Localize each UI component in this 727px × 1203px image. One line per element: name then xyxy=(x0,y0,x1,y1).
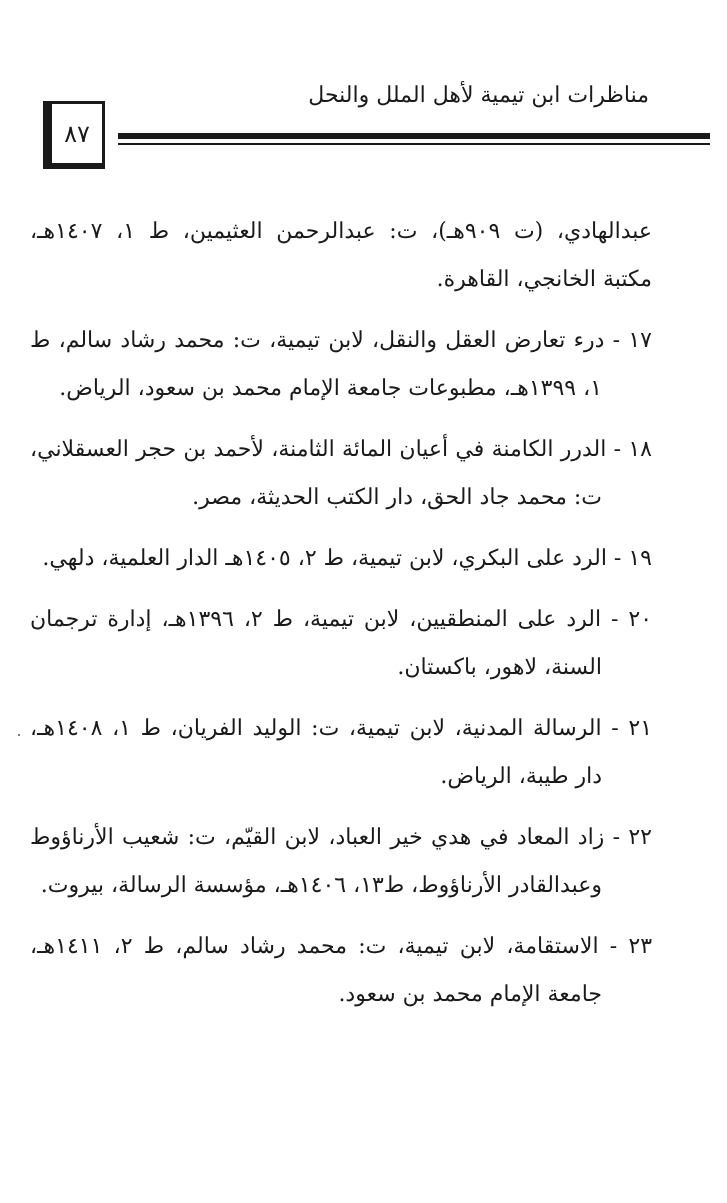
header-rule-thick xyxy=(118,133,710,139)
running-title: مناظرات ابن تيمية لأهل الملل والنحل xyxy=(308,83,649,108)
entry-text: الرد على البكري، لابن تيمية، ط ٢، ١٤٠٥هـ الدار العلمية، دلهي. xyxy=(42,546,607,571)
bibliography-entry xyxy=(30,317,652,413)
entry-number: ١٨ - xyxy=(606,437,652,462)
page-number: ٨٧ xyxy=(64,119,90,148)
entry-text: درء تعارض العقل والنقل، لابن تيمية، ت: محمد رشاد سالم، ط ١، ١٣٩٩هـ، مطبوعات جامعة الإمام محمد بن سعود، الرياض. xyxy=(30,328,605,401)
entry-number: ٢٣ - xyxy=(598,934,653,959)
header-rule-thin xyxy=(118,143,710,145)
bibliography-entry xyxy=(30,923,652,1019)
entry-text: الرد على المنطقيين، لابن تيمية، ط ٢، ١٣٩٦هـ، إدارة ترجمان السنة، لاهور، باكستان. xyxy=(30,607,602,680)
entry-number: ١٧ - xyxy=(604,328,652,353)
continued-entry: عبدالهادي، (ت ٩٠٩هـ)، ت: عبدالرحمن العثيمين، ط ١، ١٤٠٧هـ، مكتبة الخانجي، القاهرة. xyxy=(30,219,653,292)
bibliography-entry xyxy=(30,426,652,522)
entry-number: ١٩ - xyxy=(606,546,652,571)
entry-number: ٢١ - xyxy=(601,716,653,741)
entry-number: ٢٠ - xyxy=(601,607,653,632)
bibliography-entry xyxy=(30,814,652,910)
margin-speck xyxy=(18,734,20,736)
bibliography-list xyxy=(30,208,652,1032)
bibliography-entry xyxy=(30,535,652,583)
entry-text: زاد المعاد في هدي خير العباد، لابن القيّم، ت: شعيب الأرناؤوط وعبدالقادر الأرناؤوط، ط١٣، ١٤٠٦هـ، مؤسسة الرسالة، بيروت. xyxy=(30,825,605,898)
page-number-box xyxy=(43,101,105,169)
bibliography-entry xyxy=(30,596,652,692)
entry-text: الدرر الكامنة في أعيان المائة الثامنة، لأحمد بن حجر العسقلاني، ت: محمد جاد الحق، دار الكتب الحديثة، مصر. xyxy=(30,437,607,510)
bibliography-entry xyxy=(30,705,652,801)
entry-number: ٢٢ - xyxy=(604,825,652,850)
entry-text: الاستقامة، لابن تيمية، ت: محمد رشاد سالم، ط ٢، ١٤١١هـ، جامعة الإمام محمد بن سعود. xyxy=(30,934,602,1007)
entry-text: الرسالة المدنية، لابن تيمية، ت: الوليد الفريان، ط ١، ١٤٠٨هـ، دار طيبة، الرياض. xyxy=(30,716,602,789)
